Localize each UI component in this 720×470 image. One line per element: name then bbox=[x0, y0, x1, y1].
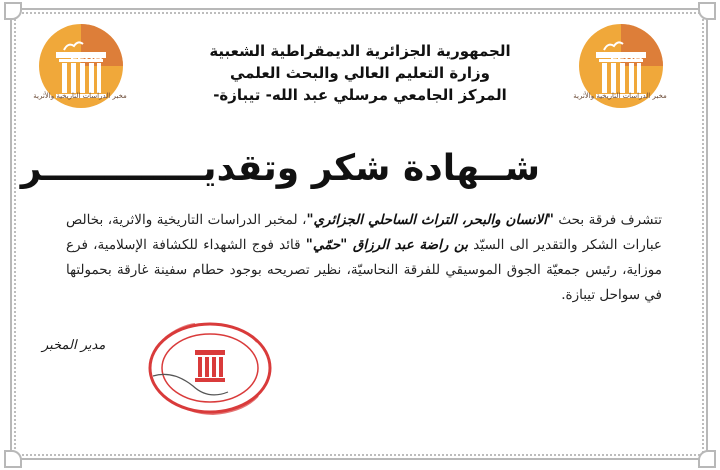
body-text-start: تتشرف فرقة بحث bbox=[553, 212, 662, 228]
corner-ornament bbox=[698, 2, 716, 20]
corner-ornament bbox=[698, 450, 716, 468]
logo-caption-right: مخبر الدراسات التاريخية والأثرية bbox=[573, 92, 667, 100]
official-stamp bbox=[145, 318, 275, 420]
header-line-ministry: وزارة التعليم العالي والبحث العلمي bbox=[229, 64, 491, 82]
leha-logo-left bbox=[34, 22, 128, 116]
logo-acronym-left: LEHA bbox=[70, 50, 103, 63]
leha-logo-right bbox=[574, 22, 668, 116]
project-name: "الانسان والبحر، التراث الساحلي الجزائري" bbox=[306, 212, 554, 228]
institution-header bbox=[170, 40, 550, 106]
logo-acronym-right: LEHA bbox=[610, 50, 643, 63]
header-line-republic: الجمهورية الجزائرية الديمقراطية الشعبية bbox=[209, 42, 511, 60]
certificate-body bbox=[66, 208, 662, 308]
corner-ornament bbox=[4, 450, 22, 468]
certificate-title: شــهادة شكر وتقديـــــــــــــر bbox=[20, 148, 540, 189]
body-text-mid: ، لمخبر الدراسات التاريخية والاثرية، بخالص عبارات الشكر والتقدير الى السيّد bbox=[66, 212, 662, 253]
honoree-name: بن راضة عبد الرزاق "حمّي" bbox=[305, 237, 469, 253]
header-line-center: المركز الجامعي مرسلي عبد الله- تيبازة- bbox=[213, 86, 507, 104]
body-text-end: قائد فوج الشهداء للكشافة الإسلامية، فرع موزاية، رئيس جمعيّة الجوق الموسيقي للفرقة النحاسيّة، نظير تصريحه بوجود حطام سفينة غارقة بحمولتها في سواحل تيبازة. bbox=[66, 237, 662, 303]
logo-caption-left: مخبر الدراسات التاريخية والأثرية bbox=[33, 92, 127, 100]
signature-label: مدير المخبر bbox=[42, 338, 106, 353]
